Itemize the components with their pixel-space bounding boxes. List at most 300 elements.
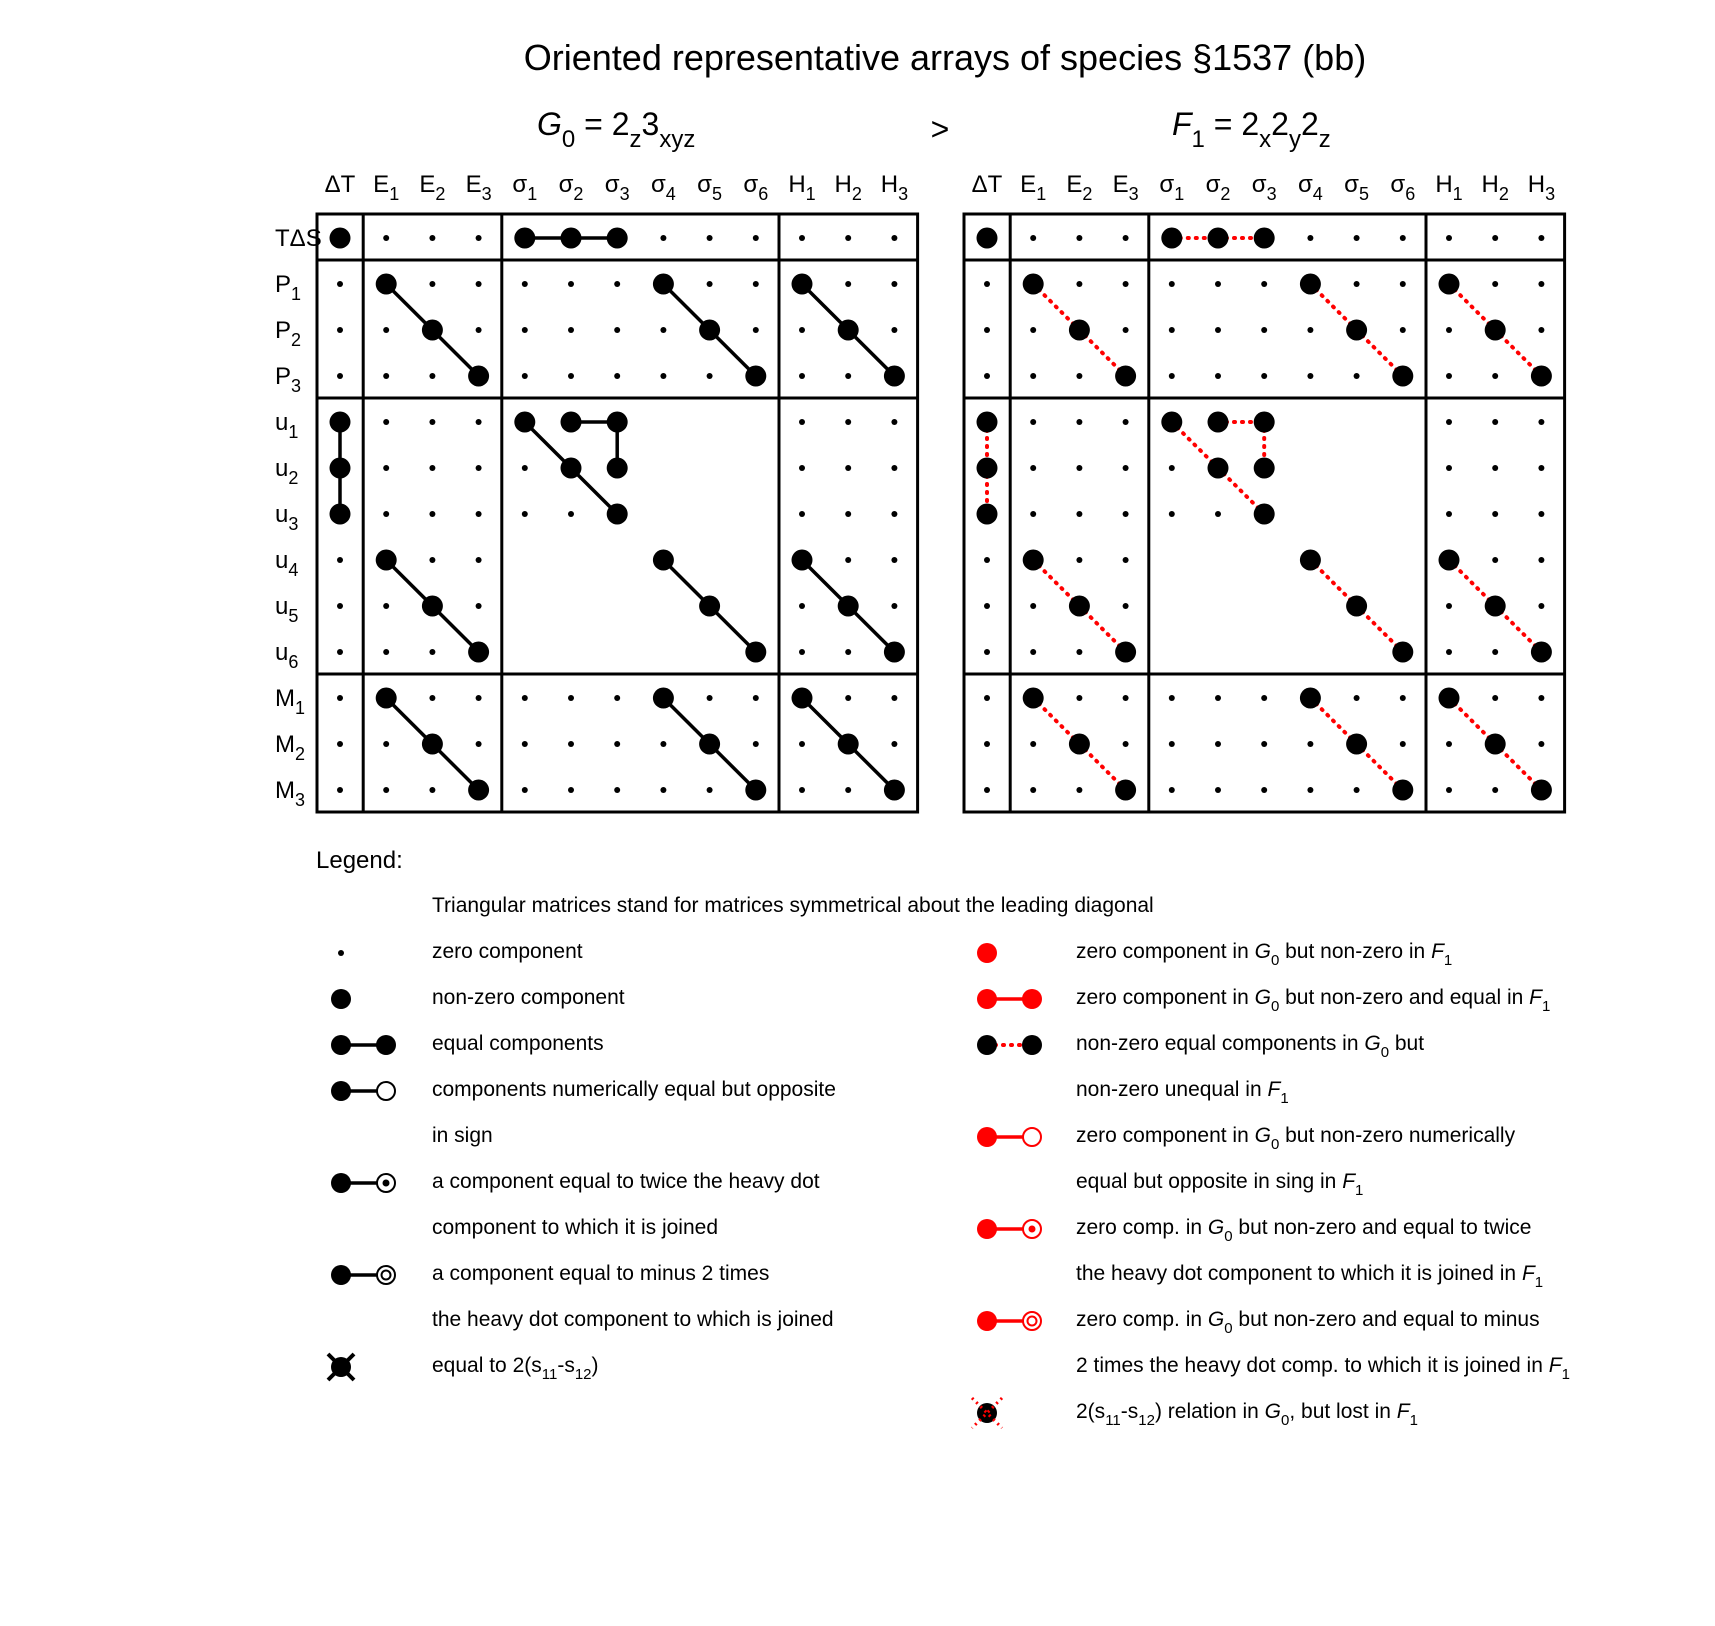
heavy-dot [376,688,397,709]
zero-dot [1076,695,1082,701]
zero-dot [845,695,851,701]
zero-dot [891,327,897,333]
zero-dot [845,557,851,563]
column-header: $H_2$ [834,171,862,204]
zero-dot [1076,649,1082,655]
heavy-dot [607,228,628,249]
zero-dot [1492,465,1498,471]
zero-dot [568,741,574,747]
zero-dot [891,235,897,241]
zero-dot [984,603,990,609]
zero-dot [568,281,574,287]
zero-dot [614,787,620,793]
zero-dot [845,787,851,793]
heavy-dot [653,550,674,571]
heavy-dot [699,734,720,755]
legend-text: $2(s_{11}-s_{12})$ relation in $G_0$, but lost in $F_1$ [1076,1400,1418,1429]
heavy-dot [792,550,813,571]
column-header: $E_3$ [465,171,492,204]
zero-dot [1400,235,1406,241]
zero-dot [1076,557,1082,563]
zero-dot [1400,327,1406,333]
zero-dot [891,281,897,287]
zero-dot [1123,281,1129,287]
heavy-dot [1069,596,1090,617]
zero-dot [1538,511,1544,517]
heavy-dot [376,1035,396,1055]
zero-dot [614,327,620,333]
heavy-dot [331,1265,351,1285]
inner-ring [1028,1317,1037,1326]
zero-dot [337,557,343,563]
legend-symbol-red-equal [977,989,1042,1009]
legend-symbol-cross [328,1354,354,1380]
zero-dot [476,557,482,563]
legend-item-left [331,1262,834,1331]
zero-dot [1030,465,1036,471]
zero-dot [476,327,482,333]
zero-dot [383,649,389,655]
zero-dot [1261,695,1267,701]
zero-dot [1446,373,1452,379]
legend-text: zero component in $G_0$ but non-zero and equal in $F_1$ [1076,986,1551,1015]
zero-dot [799,787,805,793]
zero-dot [845,511,851,517]
heavy-dot [838,734,859,755]
legend-text: zero component [432,940,583,963]
heavy-dot [884,642,905,663]
row-header: $u_3$ [275,501,299,534]
zero-dot [429,373,435,379]
zero-dot [1215,327,1221,333]
column-header: $\sigma_2$ [558,171,584,204]
zero-dot [1354,235,1360,241]
zero-dot [337,281,343,287]
zero-dot [568,695,574,701]
column-header: ΔT [971,171,1003,198]
zero-dot [984,741,990,747]
zero-dot [753,741,759,747]
zero-dot [1030,327,1036,333]
heavy-dot [468,366,489,387]
column-header: $\sigma_5$ [697,171,723,204]
legend-text: components numerically equal but opposite [432,1078,836,1101]
zero-dot [1169,327,1175,333]
zero-dot [522,327,528,333]
column-header: $\sigma_3$ [1251,171,1277,204]
heavy-dot [653,688,674,709]
legend-text: equal to $2(s_{11}-s_{12})$ [432,1354,599,1383]
heavy-dot [1439,274,1460,295]
zero-dot [1446,465,1452,471]
zero-dot [429,281,435,287]
row-header: TΔS [275,225,322,252]
heavy-dot [330,228,351,249]
heavy-dot [1115,366,1136,387]
zero-dot [1446,235,1452,241]
column-header: $\sigma_2$ [1205,171,1231,204]
zero-dot [707,373,713,379]
zero-dot [799,603,805,609]
zero-dot [1215,511,1221,517]
heavy-dot [1161,228,1182,249]
heavy-dot [1023,550,1044,571]
heavy-dot [1485,734,1506,755]
f1-group-heading [1172,106,1331,153]
heavy-dot [1069,320,1090,341]
zero-dot [891,465,897,471]
legend-symbol-twice [331,1173,395,1193]
zero-dot [522,511,528,517]
zero-dot [891,557,897,563]
zero-dot [476,281,482,287]
zero-dot [1400,695,1406,701]
zero-dot [337,603,343,609]
zero-dot [1215,281,1221,287]
column-header: $E_2$ [1066,171,1093,204]
zero-dot [1354,373,1360,379]
legend-text: zero comp. in $G_0$ but non-zero and equal to minus [1076,1308,1540,1337]
zero-dot [799,235,805,241]
heavy-dot [792,688,813,709]
open-dot [377,1082,395,1100]
center-dot [383,1180,390,1187]
column-header: $\sigma_5$ [1344,171,1370,204]
heavy-dot [331,989,351,1009]
zero-dot [1492,419,1498,425]
zero-dot [1215,695,1221,701]
legend-title: Legend: [316,847,403,874]
column-header: $\sigma_1$ [512,171,538,204]
heavy-dot [1254,228,1275,249]
zero-dot [1492,511,1498,517]
zero-dot [707,281,713,287]
heavy-dot [1485,320,1506,341]
row-header: $M_1$ [275,685,306,718]
heavy-dot [1346,596,1367,617]
zero-dot [660,235,666,241]
zero-dot [1492,557,1498,563]
zero-dot [1538,419,1544,425]
heavy-dot [330,458,351,479]
column-header: $H_1$ [1435,171,1463,204]
zero-dot [1076,281,1082,287]
zero-dot [337,695,343,701]
zero-dot [1215,787,1221,793]
heavy-dot [607,458,628,479]
zero-dot [799,373,805,379]
zero-dot [845,235,851,241]
zero-dot [476,465,482,471]
heavy-dot [1022,989,1042,1009]
legend-text: non-zero unequal in $F_1$ [1076,1078,1289,1107]
zero-dot [429,511,435,517]
zero-dot [1215,741,1221,747]
zero-dot [984,327,990,333]
zero-dot [753,695,759,701]
heavy-dot [745,780,766,801]
heavy-dot [376,550,397,571]
heavy-dot [745,366,766,387]
zero-dot [1123,465,1129,471]
heavy-dot [1254,412,1275,433]
heavy-dot [838,320,859,341]
zero-dot [522,695,528,701]
zero-dot [1492,695,1498,701]
heavy-dot [792,274,813,295]
legend-item-right [977,940,1452,969]
heavy-dot [561,458,582,479]
zero-dot [429,649,435,655]
zero-dot [1030,741,1036,747]
open-dot [1023,1128,1041,1146]
heavy-dot [468,642,489,663]
heavy-dot [1254,504,1275,525]
zero-dot [984,281,990,287]
zero-dot [1261,327,1267,333]
heavy-dot [607,412,628,433]
heavy-dot [607,504,628,525]
zero-dot [1354,695,1360,701]
heavy-dot [1022,1035,1042,1055]
zero-dot [984,373,990,379]
zero-dot [522,373,528,379]
zero-dot [1123,419,1129,425]
column-header: $E_1$ [1020,171,1047,204]
column-header: $E_3$ [1112,171,1139,204]
legend-symbol-red-twice [977,1219,1041,1239]
legend-symbol-red-heavy [977,943,997,963]
heavy-dot [331,1081,351,1101]
heavy-dot [699,320,720,341]
heavy-dot [699,596,720,617]
legend-symbol-red-cross [972,1398,1002,1428]
heavy-dot [1023,274,1044,295]
zero-dot [429,235,435,241]
legend-item-right [977,986,1550,1015]
zero-dot [1307,741,1313,747]
legend [316,847,1570,1429]
zero-dot [476,695,482,701]
zero-dot [1123,695,1129,701]
heavy-dot [977,1311,997,1331]
row-header: $P_2$ [275,317,302,350]
zero-dot [337,787,343,793]
zero-dot [383,373,389,379]
heavy-dot [1023,688,1044,709]
legend-item-left [328,1354,599,1383]
row-header: $u_1$ [275,409,299,442]
legend-text: zero comp. in $G_0$ but non-zero and equal to twice [1076,1216,1532,1245]
zero-dot [845,465,851,471]
zero-dot [891,695,897,701]
legend-item-left [338,940,583,963]
legend-text: equal but opposite in sing in $F_1$ [1076,1170,1364,1199]
heavy-dot [514,228,535,249]
heavy-dot [977,1035,997,1055]
heavy-dot [1161,412,1182,433]
zero-dot [1538,327,1544,333]
zero-dot [1169,695,1175,701]
row-header: $u_2$ [275,455,299,488]
zero-dot [1030,511,1036,517]
zero-dot [1030,373,1036,379]
legend-text: in sign [432,1124,493,1147]
row-header: $u_4$ [275,547,299,580]
heavy-dot [561,228,582,249]
column-header: $\sigma_4$ [1297,171,1323,204]
zero-dot [1538,695,1544,701]
heavy-dot [331,1173,351,1193]
zero-dot [845,649,851,655]
legend-symbol-dotted-equal [977,1035,1042,1055]
zero-dot [383,327,389,333]
zero-dot [1446,603,1452,609]
zero-dot [845,373,851,379]
zero-dot [1492,649,1498,655]
zero-dot [429,695,435,701]
zero-dot [1492,235,1498,241]
heavy-dot [977,228,998,249]
zero-dot [984,695,990,701]
zero-dot [476,741,482,747]
zero-dot [1030,419,1036,425]
zero-dot [522,787,528,793]
g0-group-heading [537,106,695,153]
g0-array [275,171,918,812]
zero-dot [1538,603,1544,609]
heavy-dot [1300,550,1321,571]
zero-dot [1169,465,1175,471]
zero-dot [1307,327,1313,333]
heavy-dot [977,1219,997,1239]
zero-dot [1169,741,1175,747]
zero-dot [1492,787,1498,793]
zero-dot [383,603,389,609]
zero-dot [1123,511,1129,517]
center-dot [1029,1226,1036,1233]
zero-dot [1446,327,1452,333]
zero-dot [660,373,666,379]
legend-item-right [972,1398,1418,1429]
heavy-dot [977,943,997,963]
column-header: $\sigma_3$ [604,171,630,204]
legend-symbol-equal [331,1035,396,1055]
zero-dot [1169,787,1175,793]
zero-dot [707,235,713,241]
heavy-dot [977,458,998,479]
column-header: $H_3$ [880,171,909,204]
legend-text: a component equal to minus 2 times [432,1262,770,1285]
zero-dot [1169,511,1175,517]
row-header: $P_1$ [275,271,302,304]
legend-item-left [331,1032,604,1055]
zero-dot [799,511,805,517]
zero-dot [1030,787,1036,793]
zero-dot [1261,281,1267,287]
legend-text: the heavy dot component to which is joined [432,1308,834,1331]
zero-dot [845,419,851,425]
zero-dot [660,787,666,793]
zero-dot [476,235,482,241]
zero-dot [984,557,990,563]
zero-dot [1076,511,1082,517]
zero-dot [1538,465,1544,471]
zero-dot [383,787,389,793]
zero-dot [1261,373,1267,379]
zero-dot [383,741,389,747]
heavy-dot [330,412,351,433]
zero-dot [338,950,344,956]
legend-text: equal components [432,1032,604,1055]
legend-symbol-red-opposite [977,1127,1041,1147]
heavy-dot [1346,320,1367,341]
row-header: $M_3$ [275,777,306,810]
legend-item-right [977,1032,1424,1107]
legend-text: component to which it is joined [432,1216,718,1239]
f1-array [964,171,1565,812]
legend-text: the heavy dot component to which it is joined in $F_1$ [1076,1262,1544,1291]
heavy-dot [514,412,535,433]
heavy-dot [1392,366,1413,387]
group-heading-text: $F_1 = 2_x2_y2_z$ [1172,106,1331,153]
zero-dot [799,419,805,425]
zero-dot [1169,373,1175,379]
heavy-dot [977,989,997,1009]
legend-symbol-red-minus2 [977,1311,1041,1331]
zero-dot [337,373,343,379]
heavy-dot [977,412,998,433]
heavy-dot [1300,688,1321,709]
inner-ring [382,1271,391,1280]
heavy-dot [1208,228,1229,249]
zero-dot [891,511,897,517]
zero-dot [476,511,482,517]
zero-dot [845,281,851,287]
zero-dot [522,741,528,747]
heavy-dot [330,504,351,525]
heavy-dot [1531,366,1552,387]
row-header: $P_3$ [275,363,302,396]
zero-dot [1354,787,1360,793]
legend-symbol-opposite [331,1081,395,1101]
heavy-dot [331,1035,351,1055]
zero-dot [891,419,897,425]
zero-dot [429,557,435,563]
zero-dot [799,741,805,747]
zero-dot [1492,281,1498,287]
heavy-dot [1346,734,1367,755]
legend-text: a component equal to twice the heavy dot [432,1170,820,1193]
zero-dot [1076,419,1082,425]
zero-dot [799,649,805,655]
arrays [275,171,1565,812]
heavy-dot [1208,412,1229,433]
heavy-dot [1069,734,1090,755]
column-header: ΔT [324,171,356,198]
zero-dot [568,511,574,517]
zero-dot [476,603,482,609]
legend-item-right [977,1216,1543,1291]
zero-dot [568,327,574,333]
zero-dot [429,465,435,471]
column-header: $E_2$ [419,171,446,204]
zero-dot [891,741,897,747]
legend-symbol-minus2 [331,1265,395,1285]
legend-symbol-zero [338,950,344,956]
heavy-dot [838,596,859,617]
zero-dot [337,649,343,655]
